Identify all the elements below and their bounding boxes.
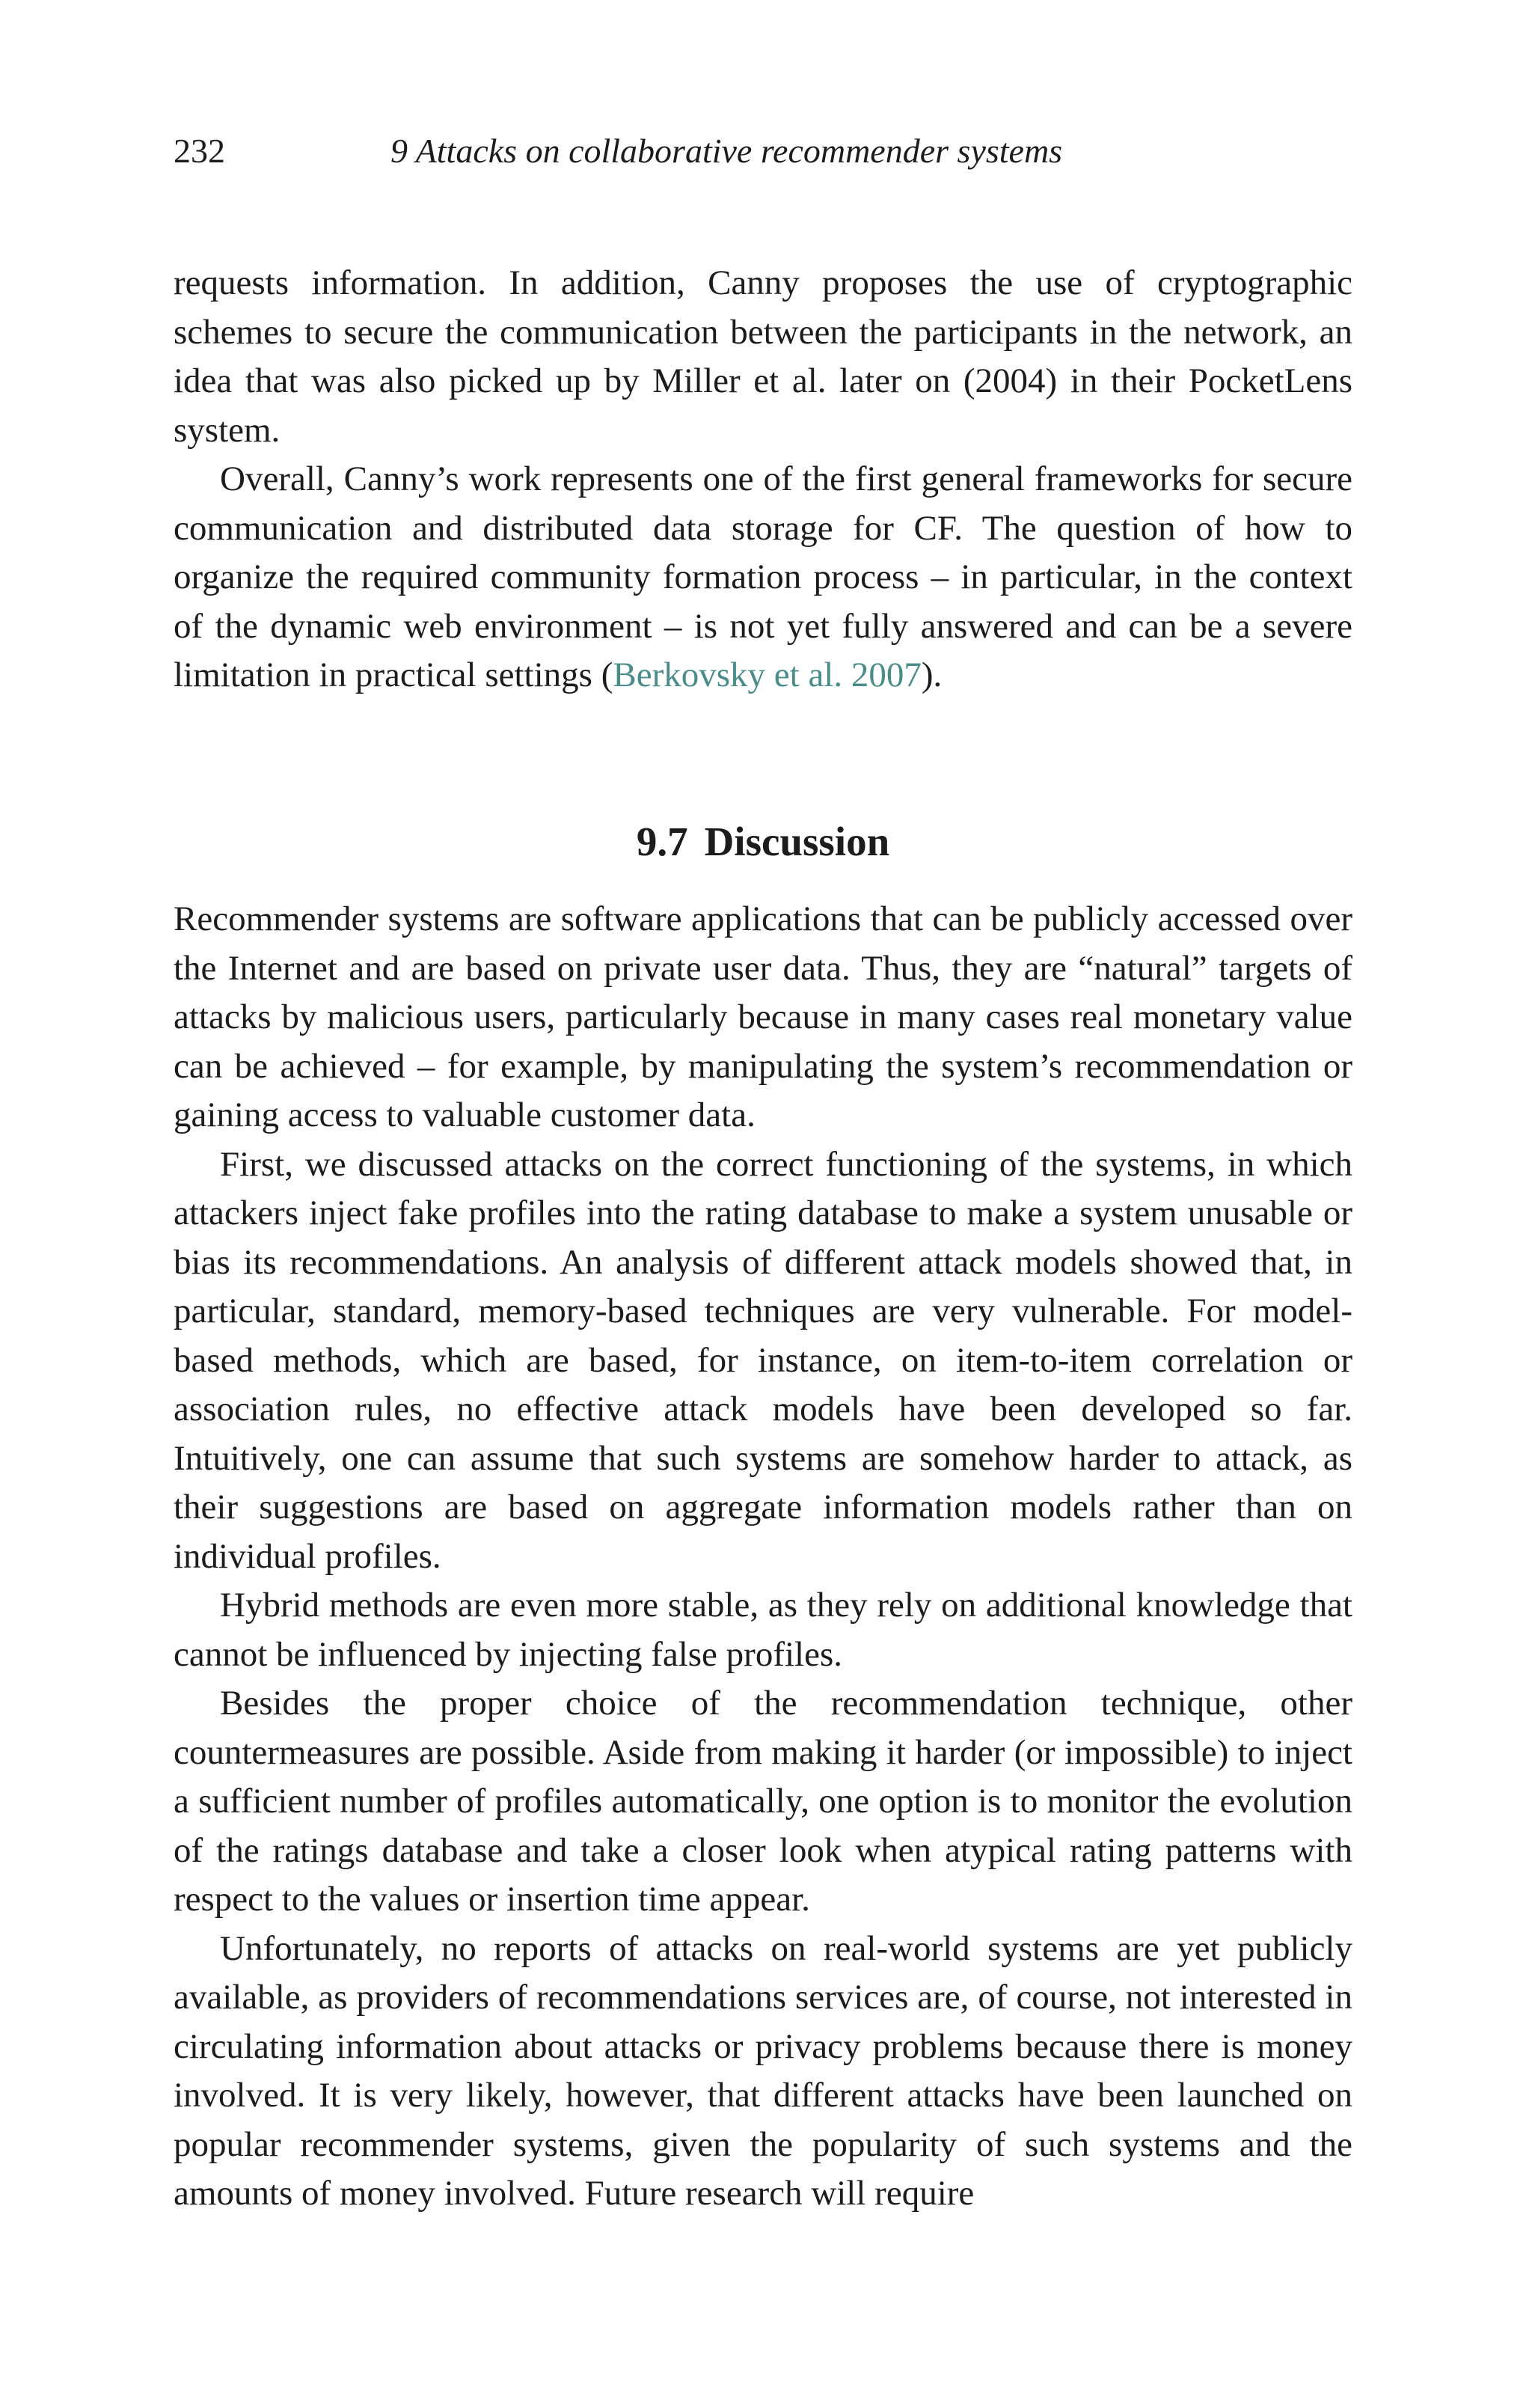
paragraph: Recommender systems are software applications that can be publicly accessed over the Internet and are based on private user data. Thus, they are “natural” targets of attacks by malicious users, particularly because in many cases real monetary value can be achieved – for example, by manipulating the system’s recommendation or gaining access to valuable customer data. (174, 899, 1352, 1134)
paragraph: Hybrid methods are even more stable, as they rely on additional knowledge that cannot be influenced by injecting false profiles. (174, 1586, 1352, 1674)
paragraph-text: Overall, Canny’s work represents one of the first general frameworks for secure communication and distributed data storage for CF. The question of how to organize the required community formation process – in particular, in the context of the dynamic web environment – is not yet fully answered and can be a severe limitation in practical settings ( (174, 459, 1352, 694)
running-header (174, 121, 1355, 181)
discussion-section-text (174, 895, 1352, 2219)
section-number: 9.7 (636, 819, 688, 864)
paragraph (174, 455, 1352, 700)
paragraph: First, we discussed attacks on the correct functioning of the systems, in which attackers inject fake profiles into the rating database to make a system unusable or bias its recommendations. An analysis of different attack models showed that, in particular, standard, memory-based techniques are very vulnerable. For model-based methods, which are based, for instance, on item-to-item correlation or association rules, no effective attack models have been developed so far. Intuitively, one can assume that such systems are somehow harder to attack, as their suggestions are based on aggregate information models rather than on individual profiles. (174, 1144, 1352, 1576)
section-title: Discussion (704, 819, 890, 864)
page-number: 232 (174, 132, 225, 170)
paragraph-text: ). (921, 656, 943, 694)
paragraph: Besides the proper choice of the recommendation technique, other countermeasures are possible. Aside from making it harder (or impossible) to inject a sufficient number of profiles automatically, one option is to monitor the evolution of the ratings database and take a closer look when atypical rating patterns with respect to the values or insertion time appear. (174, 1684, 1352, 1919)
section-heading (174, 812, 1352, 872)
citation-link[interactable]: Berkovsky et al. 2007 (613, 656, 922, 694)
previous-section-text (174, 259, 1352, 700)
paragraph: Unfortunately, no reports of attacks on real-world systems are yet publicly available, as providers of recommendations services are, of course, not interested in circulating information about attacks or privacy problems because there is money involved. It is very likely, however, that different attacks have been launched on popular recommender systems, given the popularity of such systems and the amounts of money involved. Future research will require (174, 1928, 1352, 2213)
chapter-title: 9 Attacks on collaborative recommender systems (390, 132, 1063, 170)
paragraph: requests information. In addition, Canny proposes the use of cryptographic schemes to secure the communication between the participants in the network, an idea that was also picked up by Miller et al. later on (2004) in their PocketLens system. (174, 263, 1352, 450)
